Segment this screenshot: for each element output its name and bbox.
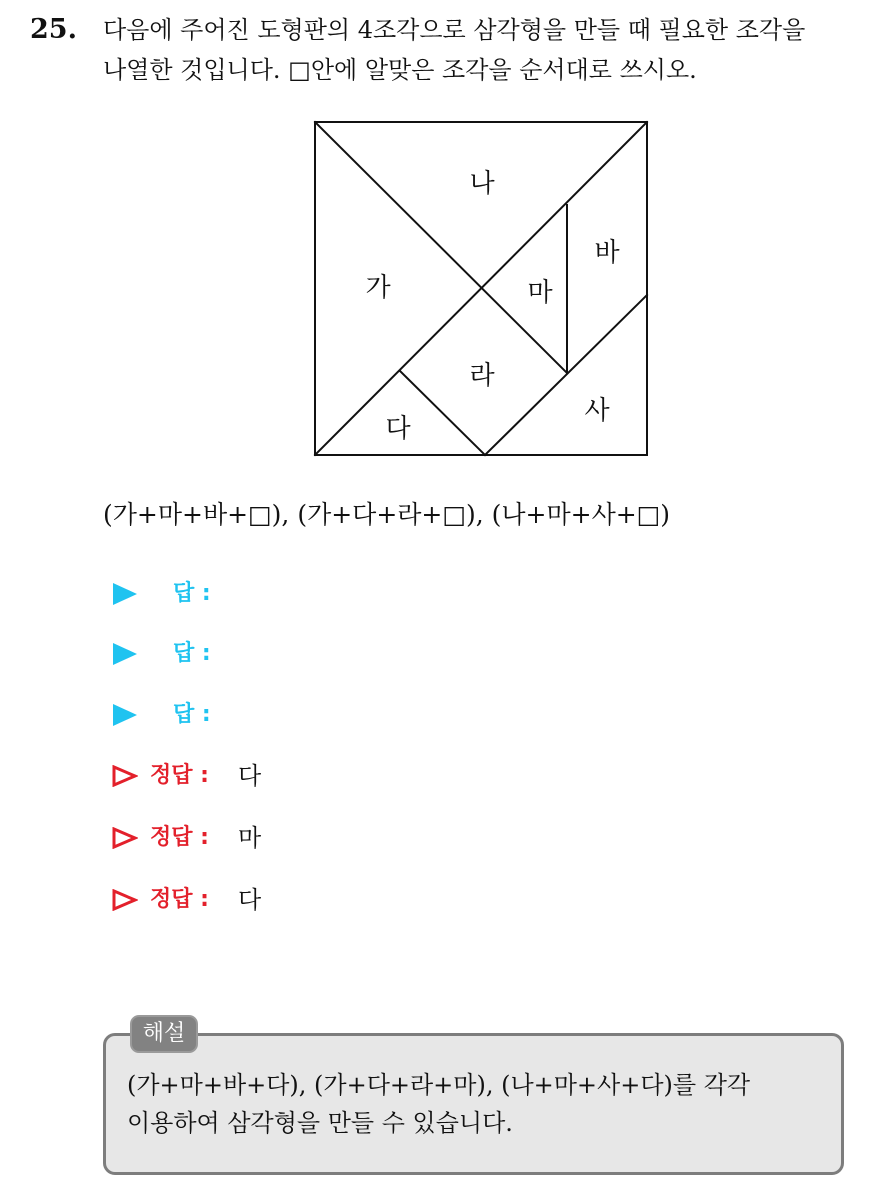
answer-prompt-row (112, 639, 512, 669)
correct-answer-value: 다 (238, 886, 262, 914)
correct-answer-label: 정답 : (150, 887, 209, 912)
outline-triangle-right-icon (112, 889, 138, 911)
piece-combination-expression: (가+마+바+□), (가+다+라+□), (나+마+사+□) (103, 500, 671, 529)
piece-label-ra: 라 (469, 361, 495, 391)
piece-label-da: 다 (385, 414, 411, 444)
piece-label-ba: 바 (594, 238, 620, 268)
explanation-text-line-2: 이용하여 삼각형을 만들 수 있습니다. (127, 1109, 513, 1137)
piece-label-ga: 가 (365, 273, 391, 303)
answer-prompt-row (112, 700, 512, 730)
explanation-panel (103, 1033, 844, 1175)
explanation-text-line-1: (가+마+바+다), (가+다+라+마), (나+마+사+다)를 각각 (127, 1071, 751, 1099)
solid-triangle-right-icon (112, 643, 138, 665)
correct-answer-row (112, 761, 512, 791)
question-text-line-2: 나열한 것입니다. □안에 알맞은 조각을 순서대로 쓰시오. (103, 56, 697, 84)
question-text-line-1: 다음에 주어진 도형판의 4조각으로 삼각형을 만들 때 필요한 조각을 (103, 16, 806, 44)
solid-triangle-right-icon (112, 704, 138, 726)
answer-prompt-label: 답 : (173, 641, 211, 666)
correct-answer-row (112, 823, 512, 853)
outline-triangle-right-icon (112, 765, 138, 787)
outline-triangle-right-icon (112, 827, 138, 849)
answer-prompt-row (112, 579, 512, 609)
tangram-figure (0, 0, 884, 470)
correct-answer-label: 정답 : (150, 763, 209, 788)
correct-answer-row (112, 885, 512, 915)
correct-answer-value: 다 (238, 762, 262, 790)
question-number: 25. (30, 14, 77, 45)
piece-label-ma: 마 (527, 278, 553, 308)
correct-answer-label: 정답 : (150, 825, 209, 850)
figure-diagonal-line (315, 122, 567, 373)
answer-prompt-label: 답 : (173, 581, 211, 606)
solid-triangle-right-icon (112, 583, 138, 605)
piece-label-sa: 사 (584, 396, 610, 426)
piece-label-na: 나 (469, 169, 495, 199)
answer-prompt-label: 답 : (173, 702, 211, 727)
correct-answer-value: 마 (238, 824, 262, 852)
explanation-tab: 해설 (130, 1015, 198, 1053)
